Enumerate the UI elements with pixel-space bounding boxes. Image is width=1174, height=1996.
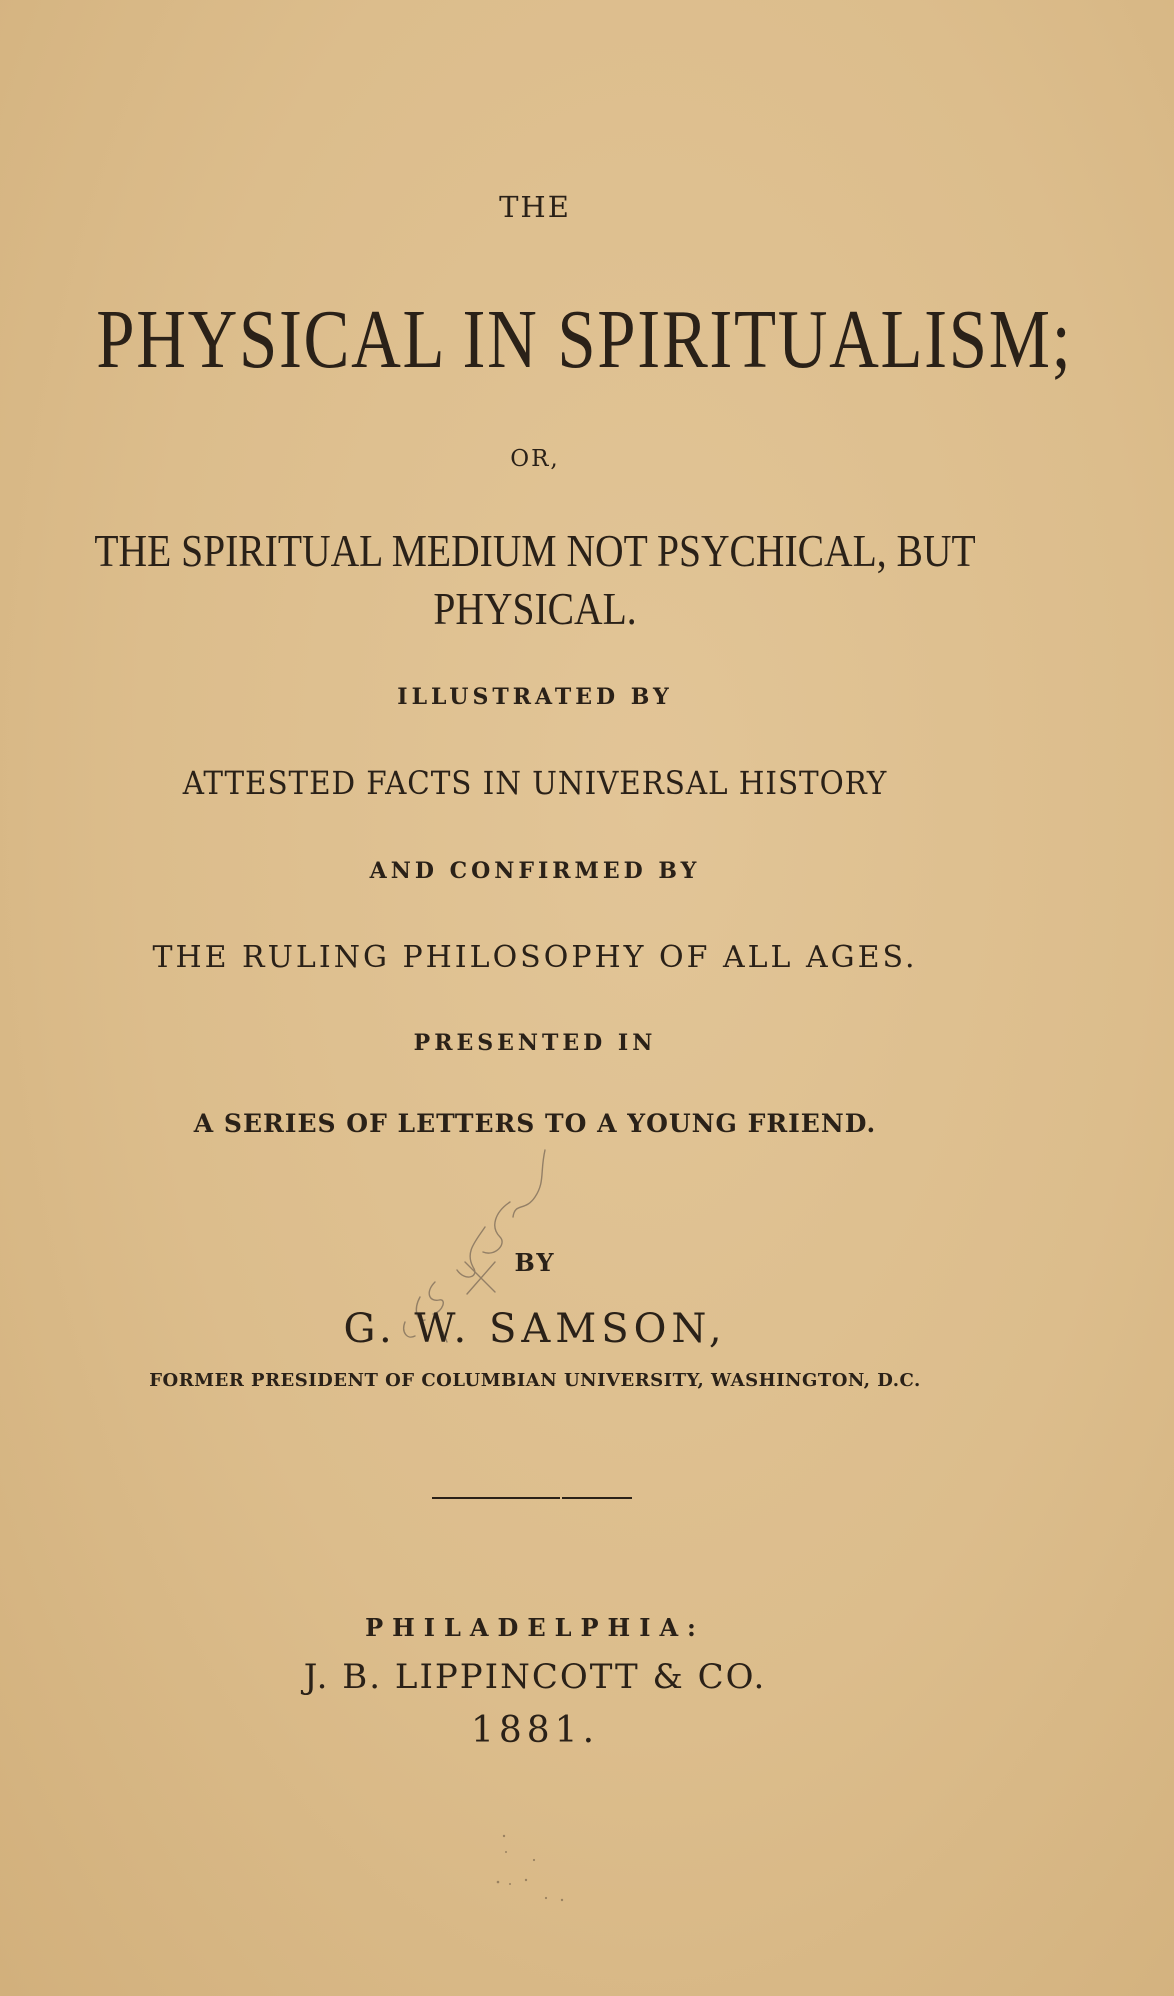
attested-facts: ATTESTED FACTS IN UNIVERSAL HISTORY: [182, 764, 888, 802]
publication-place: PHILADELPHIA:: [365, 1613, 705, 1642]
illustrated-by: ILLUSTRATED BY: [397, 684, 673, 710]
main-title-text: PHYSICAL IN SPIRITUALISM;: [96, 293, 1073, 386]
ruling-philosophy: THE RULING PHILOSOPHY OF ALL AGES.: [152, 940, 918, 975]
or-connector: OR,: [510, 446, 560, 472]
publisher-name: J. B. LIPPINCOTT & CO.: [303, 1657, 767, 1697]
subtitle-line-1: THE SPIRITUAL MEDIUM NOT PSYCHICAL, BUT: [94, 525, 976, 576]
by-line: BY: [514, 1248, 556, 1277]
author-name: G. W. SAMSON,: [343, 1306, 727, 1352]
subtitle-line-2: PHYSICAL.: [433, 583, 637, 634]
publication-year: 1881.: [470, 1710, 600, 1751]
divider-rule-right: [562, 1497, 632, 1499]
series-of-letters: A SERIES OF LETTERS TO A YOUNG FRIEND.: [193, 1109, 877, 1138]
presented-in: PRESENTED IN: [413, 1030, 657, 1056]
paper-specks-decoration: [490, 1830, 590, 1910]
author-affiliation: FORMER PRESIDENT OF COLUMBIAN UNIVERSITY, WASHINGTON, D.C.: [149, 1370, 921, 1391]
confirmed-by: AND CONFIRMED BY: [369, 858, 701, 884]
article-the: THE: [499, 190, 571, 224]
divider-rule-left: [432, 1497, 560, 1499]
divider-rule: [432, 1497, 632, 1501]
main-title: [96, 293, 1073, 386]
